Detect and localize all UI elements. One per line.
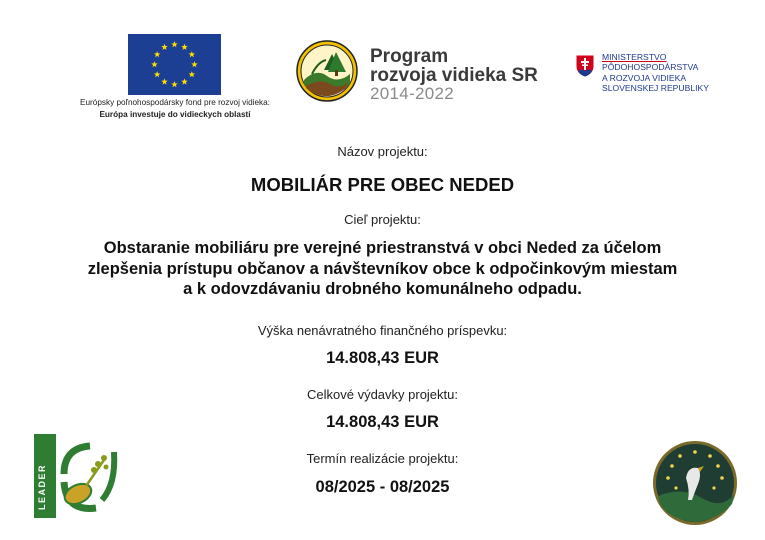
eu-stars-icon [128,34,221,95]
eu-star-icon [181,44,187,50]
leader-text: LEADER [37,463,47,510]
leader-logo [34,434,122,518]
eu-caption-line1: Európsky poľnohospodársky fond pre rozvoj vidieka: [80,98,270,107]
prv-title-line2: rozvoja vidieka SR [370,65,538,86]
ministry-line4: SLOVENSKEJ REPUBLIKY [602,83,709,94]
prv-years: 2014-2022 [370,84,454,103]
eu-star-icon [151,61,157,67]
ministry-name [602,52,709,94]
prv-emblem-logo [296,40,358,102]
eu-star-icon [189,51,195,57]
eu-star-icon [189,71,195,77]
eu-star-icon [171,41,177,47]
local-action-group-logo [652,440,738,526]
eu-star-icon [191,61,197,67]
project-term: 08/2025 - 08/2025 [315,478,450,496]
project-term-label: Termín realizácie projektu: [306,451,459,466]
project-goal-line3: a k odovzdávaniu drobného komunálneho odpadu. [183,280,582,298]
eu-caption-line2: Európa investuje do vidieckych oblastí [99,110,251,119]
slovak-shield-icon [575,54,595,78]
project-goal-line2: zlepšenia prístupu občanov a návštevníkov obce k odpočinkovým miestam [87,259,678,278]
eu-star-icon [171,81,177,87]
ministry-line1: MINISTERSTVO [602,52,667,62]
project-name-label: Názov projektu: [337,144,428,159]
ministry-line2: PÔDOHOSPODÁRSTVA [602,62,699,73]
project-name: MOBILIÁR PRE OBEC NEDED [250,174,515,195]
eu-star-icon [154,51,160,57]
grant-amount: 14.808,43 EUR [326,349,439,367]
prv-title-line1: Program [370,46,449,67]
project-goal-label: Cieľ projektu: [344,212,421,227]
eu-star-icon [161,44,167,50]
eu-flag-logo [128,34,221,95]
ministry-line3: A ROZVOJA VIDIEKA [602,72,687,83]
eu-star-icon [154,71,160,77]
eu-star-icon [161,78,167,84]
project-goal-line1: Obstaranie mobiliáru pre verejné priestranstvá v obci Neded za účelom [103,239,662,257]
project-goal [0,238,765,300]
total-expense: 14.808,43 EUR [326,413,439,431]
total-expense-label: Celkové výdavky projektu: [306,387,458,402]
grant-amount-label: Výška nenávratného finančného príspevku: [257,323,508,338]
eu-star-icon [181,78,187,84]
